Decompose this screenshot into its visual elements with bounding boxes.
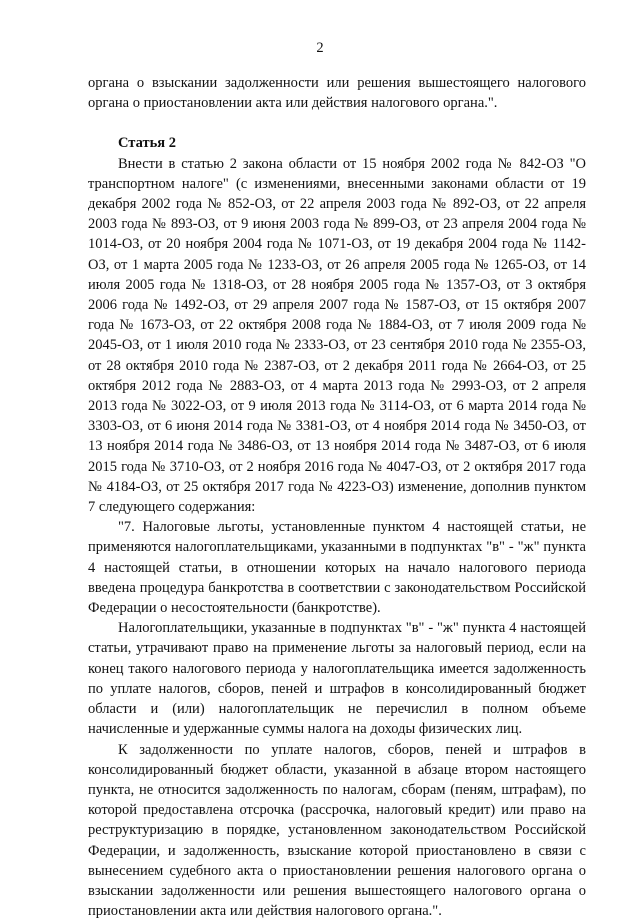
paragraph-loss-of-right: Налогоплательщики, указанные в подпунктах "в" - "ж" пункта 4 настоящей статьи, утрачивают право на применение льготы за налоговый период, если на конец такого налогового периода у налогоплательщика имеется задолженность по уплате налогов, сборов, пеней и штрафов в консолидированный бюджет области и (или) налогоплательщик не перечислил в полном объеме начисленные и удержанные суммы налога на доходы физических лиц. — [88, 618, 586, 739]
paragraph-item-7: "7. Налоговые льготы, установленные пунктом 4 настоящей статьи, не применяются налогоплательщиками, указанными в подпунктах "в" - "ж" пункта 4 настоящей статьи, в отношении которых на начало налогового периода введена процедура банкротства в соответствии с законодательством Российской Федерации о несостоятельности (банкротстве). — [88, 517, 586, 618]
paragraph-debt-exclusion: К задолженности по уплате налогов, сборов, пеней и штрафов в консолидированный бюджет области, указанной в абзаце втором настоящего пункта, не относится задолженность по налогам, сборам (пеням, штрафам), по которой предоставлена отсрочка (рассрочка, налоговый кредит) или право на реструктуризацию в порядке, установленном законодательством Российской Федерации, и задолженность, взыскание которой приостановлено в связи с вынесением судебного акта о приостановлении решения налогового органа о взыскании задолженности или решения вышестоящего налогового органа о приостановлении акта или действия налогового органа.". — [88, 740, 586, 921]
paragraph-amendment-intro: Внести в статью 2 закона области от 15 ноября 2002 года № 842-ОЗ "О транспортном налоге" (с изменениями, внесенными законами области от 19 декабря 2002 года № 852-ОЗ, от 22 апреля 2003 года № 892-ОЗ, от 22 апреля 2003 года № 893-ОЗ, от 9 июня 2003 года № 899-ОЗ, от 23 апреля 2004 года № 1014-ОЗ, от 20 ноября 2004 года № 1071-ОЗ, от 19 декабря 2004 года № 1142-ОЗ, от 1 марта 2005 года № 1233-ОЗ, от 26 апреля 2005 года № 1265-ОЗ, от 14 июля 2005 года № 1318-ОЗ, от 28 ноября 2005 года № 1357-ОЗ, от 3 октября 2006 года № 1492-ОЗ, от 29 апреля 2007 года № 1587-ОЗ, от 15 октября 2007 года № 1673-ОЗ, от 22 октября 2008 года № 1884-ОЗ, от 7 июля 2009 года № 2045-ОЗ, от 1 июля 2010 года № 2333-ОЗ, от 23 сентября 2010 года № 2355-ОЗ, от 28 октября 2010 года № 2387-ОЗ, от 2 декабря 2011 года № 2664-ОЗ, от 25 октября 2012 года № 2883-ОЗ, от 4 марта 2013 года № 2993-ОЗ, от 2 апреля 2013 года № 3022-ОЗ, от 9 июля 2013 года № 3114-ОЗ, от 6 марта 2014 года № 3303-ОЗ, от 6 июня 2014 года № 3381-ОЗ, от 4 ноября 2014 года № 3450-ОЗ, от 13 ноября 2014 года № 3486-ОЗ, от 13 ноября 2014 года № 3487-ОЗ, от 6 июля 2015 года № 3710-ОЗ, от 2 ноября 2016 года № 4047-ОЗ, от 2 октября 2017 года № 4184-ОЗ, от 25 октября 2017 года № 4223-ОЗ) изменение, дополнив пунктом 7 следующего содержания: — [88, 154, 586, 518]
article-heading: Статья 2 — [88, 133, 586, 153]
paragraph-continuation: органа о взыскании задолженности или решения вышестоящего налогового органа о приостановлении акта или действия налогового органа.". — [88, 73, 586, 113]
document-body — [88, 73, 586, 921]
page-number: 2 — [0, 40, 640, 57]
